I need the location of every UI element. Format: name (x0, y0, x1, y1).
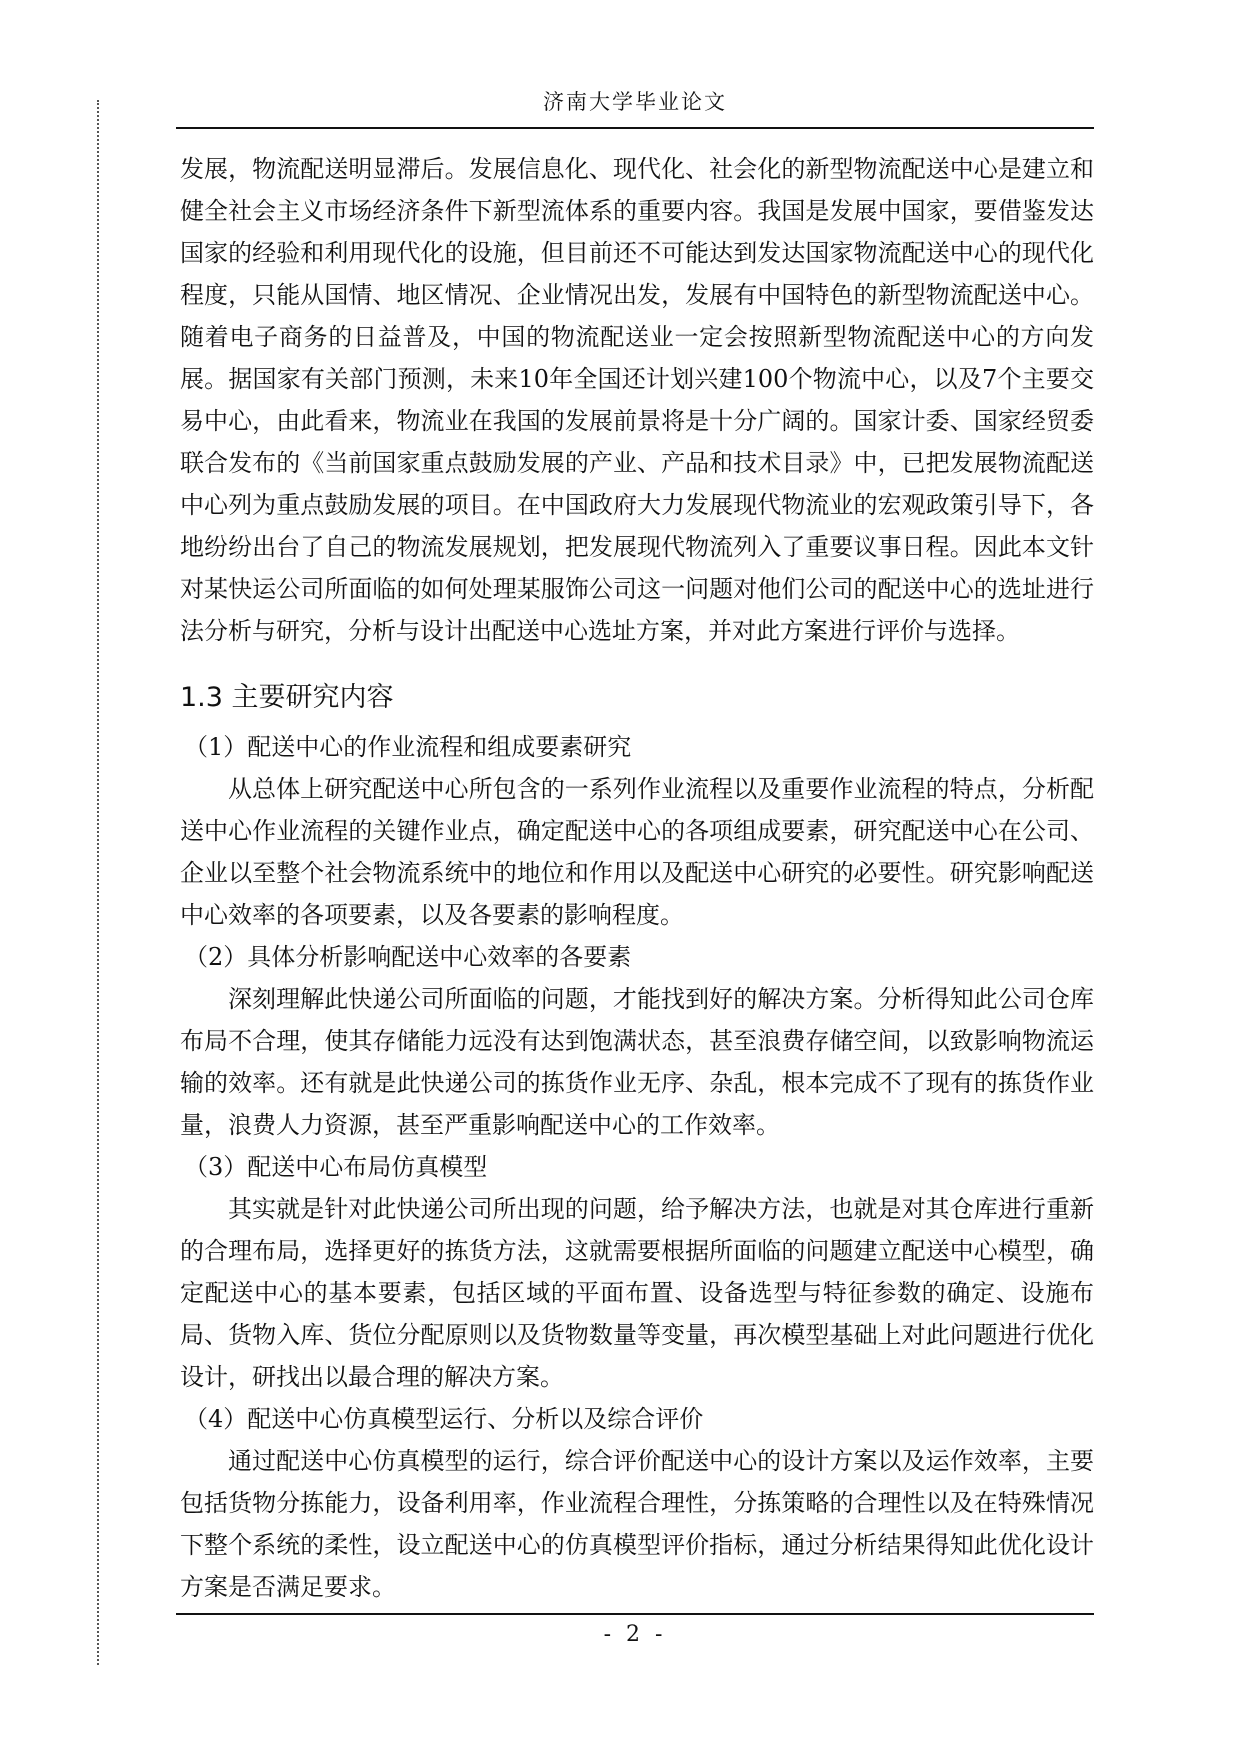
item-paragraph-3: 其实就是针对此快递公司所出现的问题，给予解决方法，也就是对其仓库进行重新的合理布局，选择更好的拣货方法，这就需要根据所面临的问题建立配送中心模型，确定配送中心的基本要素，包括区域的平面布置、设备选型与特征参数的确定、设施布局、货物入库、货位分配原则以及货物数量等变量，再次模型基础上对此问题进行优化设计，研找出以最合理的解决方案。 (180, 1195, 1094, 1391)
item-title-3: （3）配送中心布局仿真模型 (184, 1153, 488, 1181)
intro-paragraph: 发展，物流配送明显滞后。发展信息化、现代化、社会化的新型物流配送中心是建立和健全社会主义市场经济条件下新型流体系的重要内容。我国是发展中国家，要借鉴发达国家的经验和利用现代化的设施，但目前还不可能达到发达国家物流配送中心的现代化程度，只能从国情、地区情况、企业情况出发，发展有中国特色的新型物流配送中心。随着电子商务的日益普及，中国的物流配送业一定会按照新型物流配送中心的方向发展。据国家有关部门预测，未来10年全国还计划兴建100个物流中心，以及7个主要交易中心，由此看来，物流业在我国的发展前景将是十分广阔的。国家计委、国家经贸委联合发布的《当前国家重点鼓励发展的产业、产品和技术目录》中，已把发展物流配送中心列为重点鼓励发展的项目。在中国政府大力发展现代物流业的宏观政策引导下，各地纷纷出台了自己的物流发展规划，把发展现代物流列入了重要议事日程。因此本文针对某快运公司所面临的如何处理某服饰公司这一问题对他们公司的配送中心的选址进行法分析与研究，分析与设计出配送中心选址方案，并对此方案进行评价与选择。 (180, 155, 1094, 645)
header-rule (176, 127, 1094, 129)
footer-rule (176, 1613, 1094, 1615)
item-title-1: （1）配送中心的作业流程和组成要素研究 (184, 733, 632, 761)
section-heading: 1.3 主要研究内容 (180, 682, 394, 713)
item-paragraph-1: 从总体上研究配送中心所包含的一系列作业流程以及重要作业流程的特点，分析配送中心作业流程的关键作业点，确定配送中心的各项组成要素，研究配送中心在公司、企业以至整个社会物流系统中的地位和作用以及配送中心研究的必要性。研究影响配送中心效率的各项要素，以及各要素的影响程度。 (180, 775, 1094, 929)
running-header: 济南大学毕业论文 (543, 90, 727, 114)
item-title-2: （2）具体分析影响配送中心效率的各要素 (184, 943, 632, 971)
body-text (180, 148, 1094, 1608)
item-paragraph-2: 深刻理解此快递公司所面临的问题，才能找到好的解决方案。分析得知此公司仓库布局不合理，使其存储能力远没有达到饱满状态，甚至浪费存储空间，以致影响物流运输的效率。还有就是此快递公司的拣货作业无序、杂乱，根本完成不了现有的拣货作业量，浪费人力资源，甚至严重影响配送中心的工作效率。 (180, 985, 1094, 1139)
binding-margin-line (97, 100, 99, 1665)
page-number: - 2 - (603, 1622, 667, 1647)
item-paragraph-4: 通过配送中心仿真模型的运行，综合评价配送中心的设计方案以及运作效率，主要包括货物分拣能力，设备利用率，作业流程合理性，分拣策略的合理性以及在特殊情况下整个系统的柔性，设立配送中心的仿真模型评价指标，通过分析结果得知此优化设计方案是否满足要求。 (180, 1447, 1094, 1601)
item-title-4: （4）配送中心仿真模型运行、分析以及综合评价 (184, 1405, 704, 1433)
